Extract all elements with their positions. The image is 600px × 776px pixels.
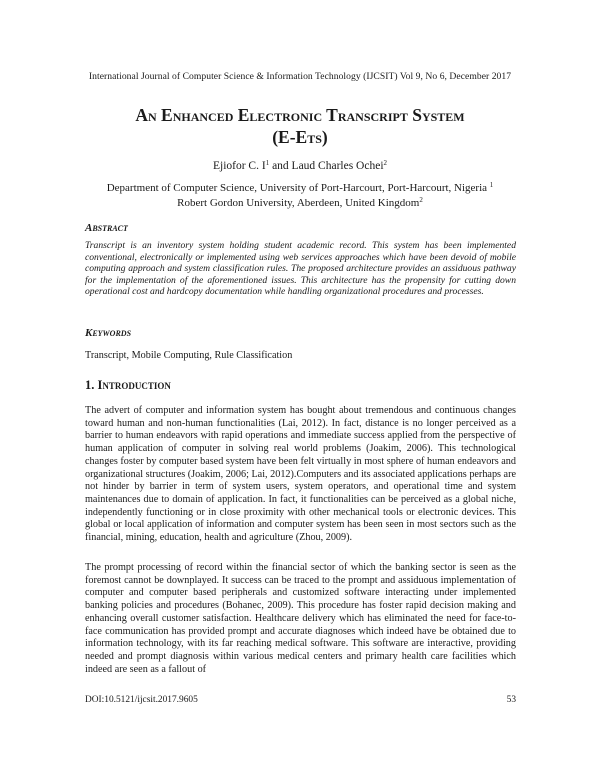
abstract-text: Transcript is an inventory system holding student academic record. This system has been implemented conventional, electronically or implemented using web services approaches which have been devoid of mobile computing approach and system classification rules. The proposed architecture provides an assiduous pathway for the implementation of the aforementioned issues. This architecture has the propensity for cutting down operational cost and hardcopy documentation while handling organizational procedures and processes. (85, 240, 516, 298)
author-2: Laud Charles Ochei (291, 160, 384, 172)
title-line-2: (E-Ets) (272, 127, 328, 147)
intro-paragraph-1: The advert of computer and information system has bought about tremendous and continuous changes toward human and non-human functionalities (Lai, 2012). In fact, distance is no longer perceived as a barrier to human endeavors with rapid operations and immediate success applied from the perspective of human application of computer in solving real world problems (Joakim, 2006). This technological changes foster by computer based system have been felt virtually in most sphere of human endeavors and organizational structures (Joakim, 2006; Lai, 2012).Computers and its associated applications perhaps are not hinder by barrier in term of system users, system operators, and operational time and system maintenances due to domain of application. In fact, it functionalities can be perceived as a global niche, independently functioning or in close proximity with other mechanical tools or electronic devices. This global or local application of information and computer system has been seen in most sectors such as the financial, mining, education, health and agriculture (Zhou, 2009). (85, 405, 516, 544)
keywords-heading: Keywords (85, 327, 132, 339)
author-1: Ejiofor C. I (212, 160, 266, 172)
footer-page-number: 53 (506, 695, 516, 705)
author-2-sup: 2 (383, 159, 388, 167)
paper-title (60, 104, 540, 148)
affiliation-1-sup: 1 (489, 181, 494, 189)
affiliations (60, 181, 540, 211)
title-line-1: An Enhanced Electronic Transcript System (135, 105, 465, 125)
keywords-text: Transcript, Mobile Computing, Rule Classification (85, 350, 293, 361)
author-connector: and (269, 160, 292, 172)
author-list (0, 160, 600, 172)
affiliation-2 (60, 196, 540, 211)
intro-paragraph-2: The prompt processing of record within the financial sector of which the banking sector is seen as the foremost cannot be downplayed. It success can be traced to the prompt and assiduous implementation of computer and computer based peripherals and customized software interacting under implemented banking policies and procedures (Bohanec, 2009). This procedure has foster rapid decision making and enhancing overall customer satisfaction. Healthcare delivery which has eliminated the need for face-to-face communication has provided prompt and accurate diagnoses which indeed have be obtained due to information technology, with its far reaching medical software. This software are interactive, providing needed and prompt diagnosis within various medical centers and primary health care facilities which indeed are seen as a fallout of (85, 562, 516, 675)
abstract-heading: Abstract (85, 222, 128, 234)
journal-header: International Journal of Computer Science & Information Technology (IJCSIT) Vol 9, No 6, December 2017 (88, 71, 512, 82)
affiliation-2-text: Robert Gordon University, Aberdeen, United Kingdom (177, 197, 420, 209)
author-1-sup: 1 (265, 159, 270, 167)
affiliation-1-text: Department of Computer Science, University of Port-Harcourt, Port-Harcourt, Nigeria (106, 182, 490, 194)
introduction-heading: 1. Introduction (85, 378, 171, 392)
affiliation-1 (60, 181, 540, 196)
footer-doi: DOI:10.5121/ijcsit.2017.9605 (85, 695, 198, 705)
affiliation-2-sup: 2 (419, 196, 423, 204)
